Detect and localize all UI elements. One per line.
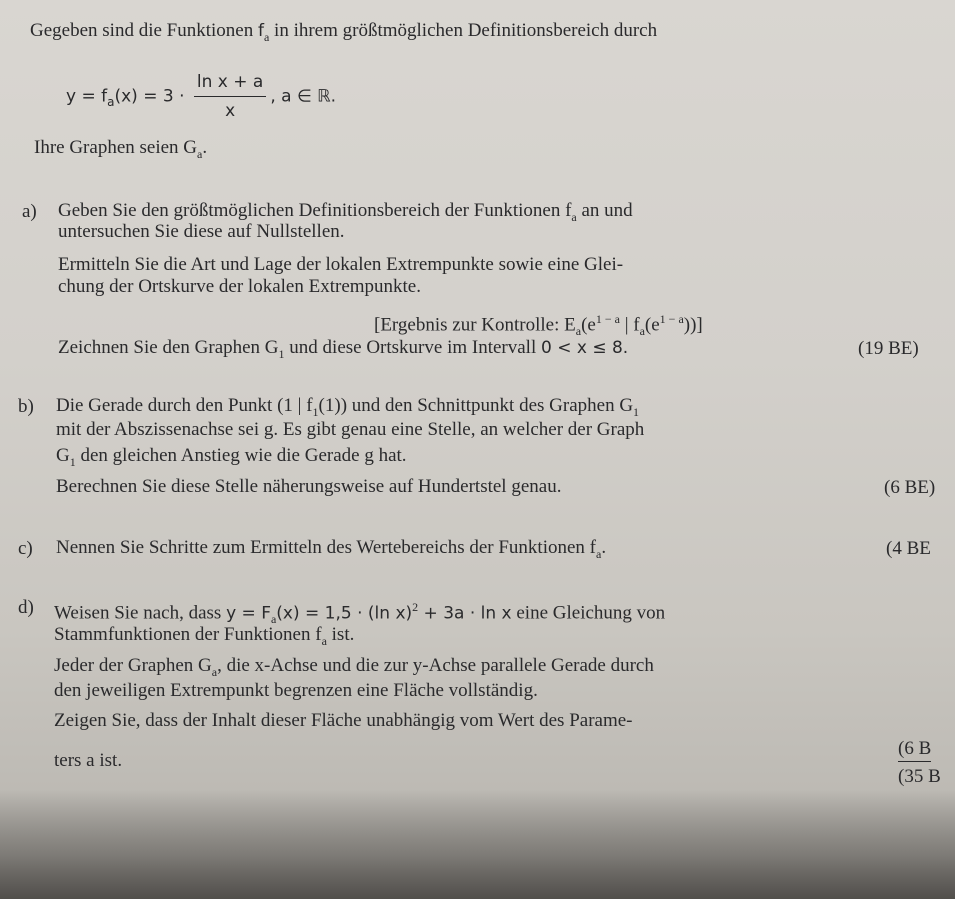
check-subscript-2: a: [639, 324, 645, 339]
part-c-points: (4 BE: [886, 538, 931, 559]
intro-graphs: [34, 137, 207, 165]
part-a-draw-text-b: und diese Ortskurve im Intervall: [284, 337, 541, 358]
part-d-text-b: eine Gleichung von: [511, 602, 666, 624]
graphs-text: Ihre Graphen seien G: [34, 137, 198, 158]
function-symbol: f: [257, 21, 264, 41]
part-d-line-3: [54, 655, 654, 683]
graphs-subscript: a: [197, 146, 203, 161]
part-b-point-subscript: 1: [312, 404, 319, 419]
part-d-text-f: , die x-Achse und die zur y-Achse parallele Gerade durch: [217, 655, 654, 676]
part-a-text-end: an und: [576, 200, 633, 221]
part-d-line-4: den jeweiligen Extrempunkt begrenzen eine Fläche vollständig.: [54, 680, 538, 701]
part-a-points: (19 BE): [858, 338, 919, 359]
part-a-label: a): [22, 201, 37, 222]
formula-lhs: y = f: [66, 86, 108, 107]
part-d-formula-c: + 3a · ln x: [418, 603, 512, 624]
part-b-point: (1 | f: [277, 395, 313, 416]
part-d-line-5: Zeigen Sie, dass der Inhalt dieser Fläche unabhängig vom Wert des Parame-: [54, 710, 633, 731]
check-superscript: 1 − a: [595, 312, 620, 326]
check-text: [Ergebnis zur Kontrolle: E: [374, 314, 576, 336]
part-b-text-b: und den Schnittpunkt des Graphen G: [347, 395, 634, 416]
part-b-subscript: 1: [633, 404, 640, 419]
function-subscript: a: [263, 29, 270, 44]
part-c-subscript: a: [596, 546, 602, 561]
part-d-text-d: ist.: [326, 624, 355, 645]
part-d-text: Weisen Sie nach, dass: [54, 602, 227, 624]
part-a-interval: 0 < x ≤ 8.: [540, 338, 629, 358]
part-d-points: (6 B: [898, 738, 931, 762]
part-c-text: Nennen Sie Schritte zum Ermitteln des Wertebereichs der Funktionen f: [56, 537, 596, 558]
part-d-formula-b: (x) = 1,5 · (ln x): [276, 603, 413, 624]
check-text-b: (e: [581, 314, 596, 336]
check-superscript-2: 1 − a: [659, 312, 684, 326]
part-b-point-end: (1)): [318, 395, 348, 416]
photo-shadow: [0, 789, 955, 899]
part-b-graph-subscript: 1: [69, 454, 76, 469]
part-b-line-2: mit der Abszissenachse sei g. Es gibt genau eine Stelle, an welcher der Graph: [56, 419, 645, 440]
total-points: (35 B: [898, 766, 941, 787]
part-d-formula-superscript: 2: [412, 600, 419, 614]
part-c-text-end: .: [601, 537, 607, 558]
part-c-label: c): [18, 538, 33, 559]
part-d-subscript-2: a: [211, 664, 218, 679]
part-d-formula: y = F: [226, 603, 271, 624]
part-b-text: Die Gerade durch den Punkt: [56, 395, 278, 416]
part-b-line-3: [56, 445, 407, 473]
part-a-line-4: chung der Ortskurve der lokalen Extrempunkte.: [58, 276, 421, 297]
intro-text-end: in ihrem größtmöglichen Definitionsbereich durch: [269, 20, 658, 41]
part-d-label: d): [18, 597, 34, 618]
formula-domain: , a ∈ ℝ.: [270, 86, 337, 107]
intro-text: Gegeben sind die Funktionen: [30, 20, 258, 41]
part-b-line-4: Berechnen Sie diese Stelle näherungsweise auf Hundertstel genau.: [56, 476, 562, 497]
formula-mid: (x) = 3 ·: [114, 86, 185, 107]
fraction-denominator: x: [225, 101, 236, 121]
part-a-text: Geben Sie den größtmöglichen Definitionsbereich der Funktionen f: [58, 200, 572, 221]
formula-subscript: a: [107, 94, 115, 109]
part-b-text-c: den gleichen Anstieg wie die Gerade g hat.: [75, 445, 407, 466]
check-text-d: (e: [644, 314, 660, 336]
check-subscript: a: [575, 324, 582, 339]
fraction-numerator: ln x + a: [194, 68, 266, 97]
part-b-points: (6 BE): [884, 477, 936, 498]
formula-fraction: [194, 68, 266, 125]
part-d-text-e: Jeder der Graphen G: [54, 655, 212, 676]
function-definition: [66, 68, 336, 125]
part-b-label: b): [18, 396, 34, 417]
part-d-line-2: [54, 624, 354, 652]
part-b-graph: G: [56, 445, 70, 466]
part-a-draw-text: Zeichnen Sie den Graphen G: [58, 337, 279, 358]
part-a-line-3: Ermitteln Sie die Art und Lage der lokalen Extrempunkte sowie eine Glei-: [58, 254, 624, 275]
check-text-c: | f: [619, 314, 640, 336]
part-a-line-2: untersuchen Sie diese auf Nullstellen.: [58, 221, 345, 242]
part-d-formula-subscript: a: [270, 612, 277, 627]
part-a-draw-subscript: 1: [278, 346, 285, 361]
part-d-subscript: a: [321, 633, 327, 648]
part-d-line-6: ters a ist.: [54, 750, 123, 771]
intro-line-1: [30, 20, 657, 48]
part-c-line-1: [56, 537, 606, 565]
part-d-text-c: Stammfunktionen der Funktionen f: [54, 624, 322, 645]
check-text-e: ))]: [683, 314, 703, 336]
graphs-text-end: .: [202, 137, 208, 158]
part-a-line-5: [58, 337, 628, 365]
part-a-subscript: a: [571, 209, 577, 224]
